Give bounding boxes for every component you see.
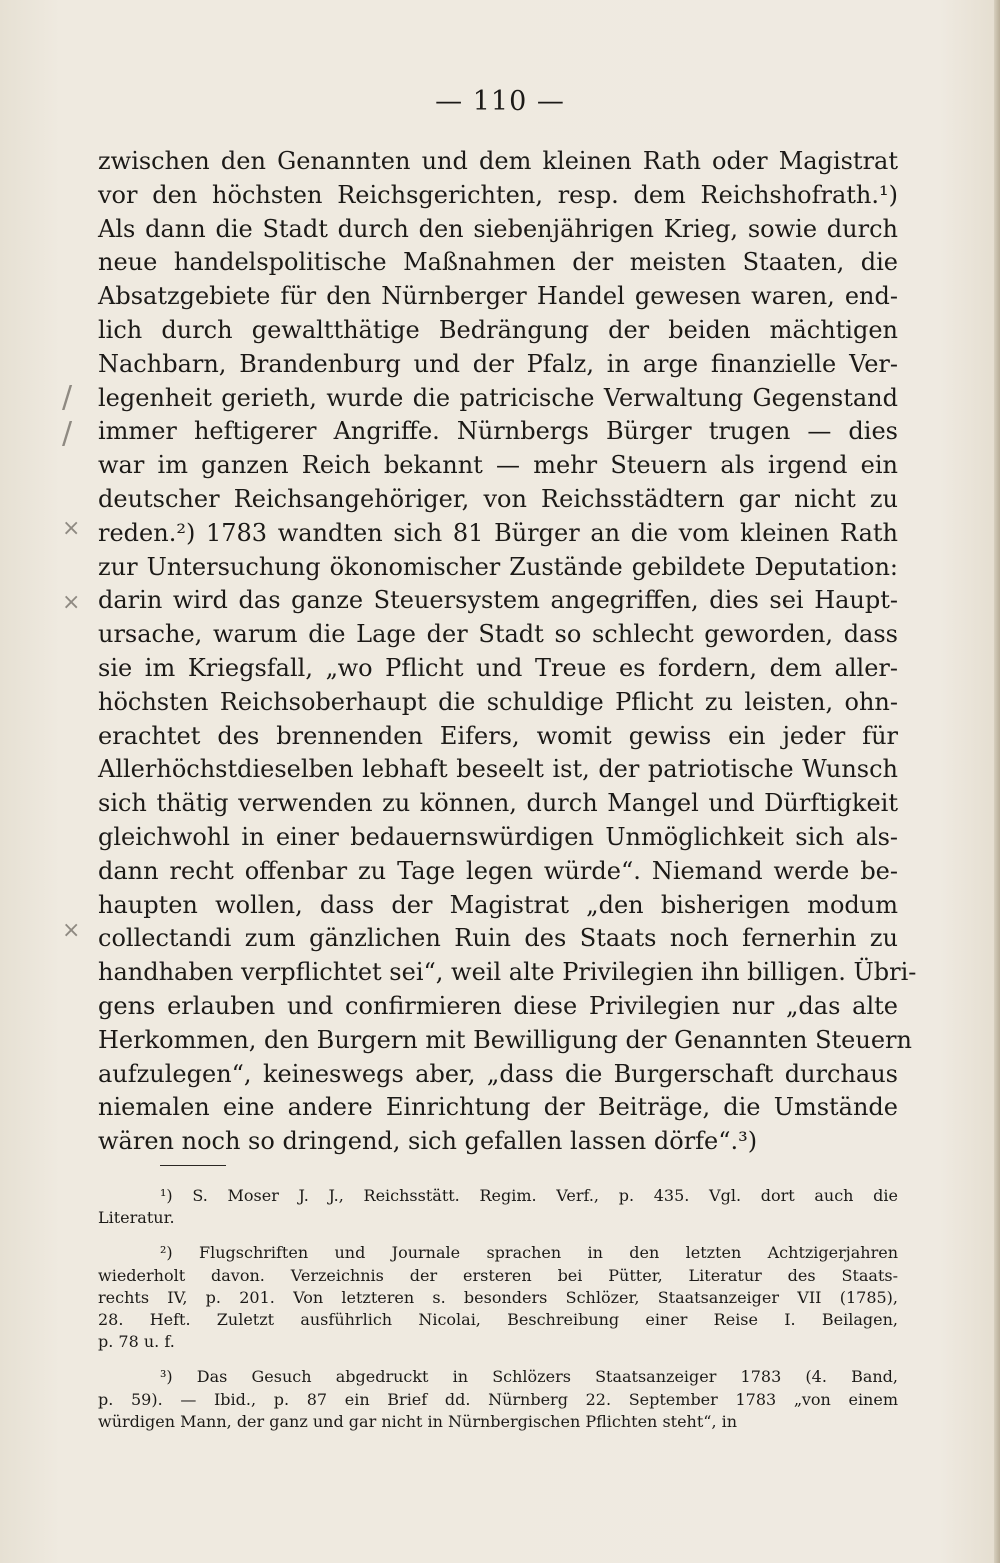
page-number: — 110 — bbox=[435, 86, 565, 117]
text-line: niemalen eine andere Einrichtung der Beiträge, die Umstände bbox=[98, 1093, 898, 1122]
footnote-line: ¹) S. Moser J. J., Reichsstätt. Regim. Verf., p. 435. Vgl. dort auch die bbox=[160, 1186, 898, 1205]
text-line: Als dann die Stadt durch den siebenjährigen Krieg, sowie durch bbox=[98, 214, 898, 243]
text-line: gleichwohl in einer bedauernswürdigen Unmöglichkeit sich als- bbox=[98, 822, 898, 851]
text-line: aufzulegen“, keineswegs aber, „dass die Burgerschaft durchaus bbox=[98, 1059, 898, 1088]
main-text bbox=[98, 145, 917, 1159]
text-line: war im ganzen Reich bekannt — mehr Steuern als irgend ein bbox=[98, 451, 898, 480]
footnote bbox=[98, 1185, 898, 1229]
text-line: dann recht offenbar zu Tage legen würde“. Niemand werde be- bbox=[98, 856, 898, 885]
pencil-mark: × bbox=[62, 918, 81, 943]
text-line: zwischen den Genannten und dem kleinen Rath oder Magistrat bbox=[98, 147, 898, 175]
text-line: gens erlauben und confirmieren diese Privilegien nur „das alte bbox=[98, 991, 898, 1020]
text-line: höchsten Reichsoberhaupt die schuldige Pflicht zu leisten, ohn- bbox=[98, 687, 898, 716]
text-line: immer heftigerer Angriffe. Nürnbergs Bürger trugen — dies bbox=[98, 417, 898, 446]
footnote-line: wiederholt davon. Verzeichnis der ersteren bei Pütter, Literatur des Staats- bbox=[98, 1265, 898, 1285]
footnote bbox=[98, 1242, 898, 1353]
footnote-line: p. 59). — Ibid., p. 87 ein Brief dd. Nürnberg 22. September 1783 „von einem bbox=[98, 1389, 898, 1409]
text-line: wären noch so dringend, sich gefallen lassen dörfe“.³) bbox=[98, 1127, 758, 1156]
footnote-line: rechts IV, p. 201. Von letzteren s. besonders Schlözer, Staatsanzeiger VII (1785), bbox=[98, 1287, 898, 1307]
footnote-line: ³) Das Gesuch abgedruckt in Schlözers Staatsanzeiger 1783 (4. Band, bbox=[160, 1367, 898, 1387]
text-line: handhaben verpflichtet sei“, weil alte Privilegien ihn billigen. Übri- bbox=[98, 958, 917, 987]
footnote-line: p. 78 u. f. bbox=[98, 1332, 175, 1352]
text-line: Herkommen, den Burgern mit Bewilligung der Genannten Steuern bbox=[98, 1025, 912, 1054]
text-line: sie im Kriegsfall, „wo Pflicht und Treue es fordern, dem aller- bbox=[98, 653, 898, 682]
page-edge bbox=[994, 0, 1000, 1563]
text-line: lich durch gewaltthätige Bedrängung der beiden mächtigen bbox=[98, 315, 898, 344]
text-line: erachtet des brennenden Eifers, womit gewiss ein jeder für bbox=[98, 721, 898, 750]
pencil-mark: / bbox=[62, 380, 73, 415]
pencil-mark: × bbox=[62, 516, 81, 541]
text-line: darin wird das ganze Steuersystem angegriffen, dies sei Haupt- bbox=[98, 586, 898, 615]
text-line: legenheit gerieth, wurde die patricische Verwaltung Gegenstand bbox=[98, 383, 898, 412]
pencil-mark: × bbox=[62, 590, 81, 615]
footnote-separator bbox=[160, 1165, 226, 1166]
text-line: haupten wollen, dass der Magistrat „den bisherigen modum bbox=[98, 890, 898, 919]
footnote-line: Literatur. bbox=[98, 1208, 175, 1228]
text-line: neue handelspolitische Maßnahmen der meisten Staaten, die bbox=[98, 248, 898, 277]
pencil-mark: / bbox=[62, 416, 73, 451]
text-line: sich thätig verwenden zu können, durch Mangel und Dürftigkeit bbox=[98, 789, 898, 818]
text-line: Nachbarn, Brandenburg und der Pfalz, in arge finanzielle Ver- bbox=[98, 349, 898, 378]
text-line: ursache, warum die Lage der Stadt so schlecht geworden, dass bbox=[98, 620, 898, 649]
footnote-line: 28. Heft. Zuletzt ausführlich Nicolai, Beschreibung einer Reise I. Beilagen, bbox=[98, 1309, 898, 1329]
footnotes bbox=[98, 1185, 898, 1446]
footnote bbox=[98, 1366, 898, 1433]
text-line: vor den höchsten Reichsgerichten, resp. dem Reichshofrath.¹) bbox=[98, 180, 898, 209]
text-line: Allerhöchstdieselben lebhaft beseelt ist, der patriotische Wunsch bbox=[98, 755, 898, 784]
text-line: Absatzgebiete für den Nürnberger Handel gewesen waren, end- bbox=[98, 282, 898, 311]
text-line: reden.²) 1783 wandten sich 81 Bürger an die vom kleinen Rath bbox=[98, 518, 898, 547]
footnote-line: ²) Flugschriften und Journale sprachen in den letzten Achtzigerjahren bbox=[160, 1243, 898, 1263]
text-line: zur Untersuchung ökonomischer Zustände gebildete Deputation: bbox=[98, 552, 898, 581]
footnote-line: würdigen Mann, der ganz und gar nicht in Nürnbergischen Pflichten steht“, in bbox=[98, 1411, 738, 1431]
text-line: collectandi zum gänzlichen Ruin des Staats noch fernerhin zu bbox=[98, 924, 898, 953]
text-line: deutscher Reichsangehöriger, von Reichsstädtern gar nicht zu bbox=[98, 484, 898, 513]
